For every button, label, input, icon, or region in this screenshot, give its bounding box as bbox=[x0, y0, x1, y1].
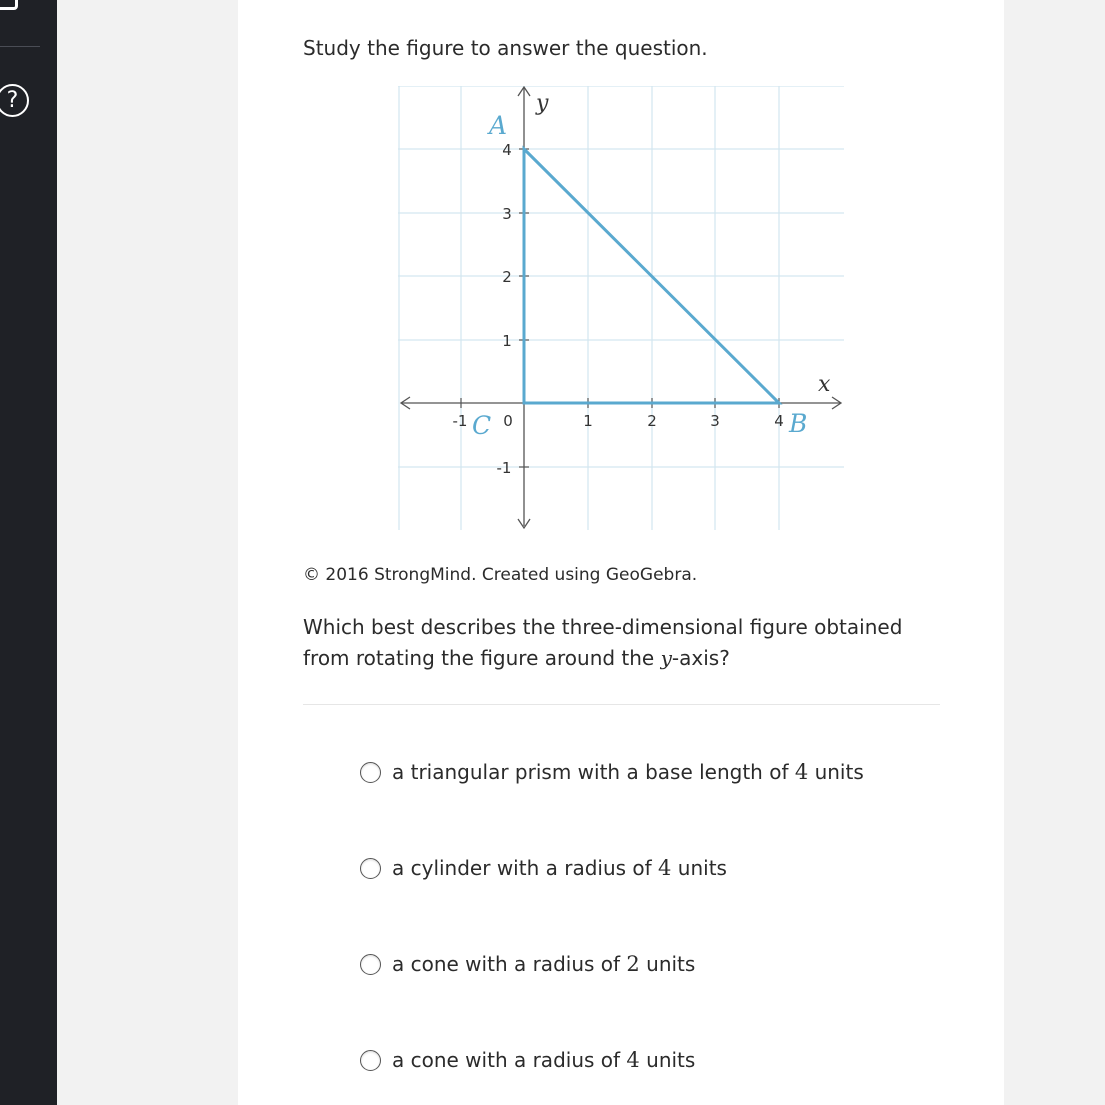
point-label-b: B bbox=[789, 409, 808, 438]
x-axis-label: x bbox=[818, 372, 831, 397]
sidebar-divider bbox=[0, 46, 40, 47]
y-tick-label: 2 bbox=[502, 268, 512, 286]
y-axis-label: y bbox=[536, 91, 549, 116]
x-tick-label: -1 bbox=[452, 412, 468, 430]
y-tick-label: 4 bbox=[502, 141, 512, 159]
x-tick-label: 3 bbox=[710, 412, 720, 430]
choice-label: a cylinder with a radius of 4 units bbox=[392, 856, 727, 880]
choice-label: a cone with a radius of 2 units bbox=[392, 952, 696, 976]
help-icon[interactable]: ? bbox=[0, 84, 29, 117]
divider bbox=[303, 704, 940, 705]
coordinate-figure bbox=[398, 86, 844, 532]
y-tick-label: 1 bbox=[502, 332, 512, 350]
right-gutter bbox=[1004, 0, 1105, 1105]
answer-choice-2[interactable] bbox=[360, 853, 727, 883]
question-variable: y bbox=[660, 646, 672, 670]
axes bbox=[401, 87, 841, 528]
y-tick-label: 3 bbox=[502, 205, 512, 223]
instructions-text: Study the figure to answer the question. bbox=[303, 36, 708, 60]
x-tick-label: 0 bbox=[503, 412, 513, 430]
x-tick-label: 4 bbox=[774, 412, 784, 430]
x-tick-label: 2 bbox=[647, 412, 657, 430]
answer-choice-3[interactable] bbox=[360, 949, 695, 979]
y-tick-label: -1 bbox=[496, 459, 512, 477]
question-panel bbox=[238, 0, 1004, 1105]
radio-button[interactable] bbox=[360, 858, 381, 879]
point-label-a: A bbox=[489, 111, 508, 140]
point-label-c: C bbox=[472, 411, 492, 440]
question-text: Which best describes the three-dimensional figure obtained from rotating the figure around the y-axis? bbox=[303, 615, 903, 670]
radio-button[interactable] bbox=[360, 1050, 381, 1071]
radio-button[interactable] bbox=[360, 762, 381, 783]
answer-choice-1[interactable] bbox=[360, 757, 864, 787]
grid bbox=[398, 86, 844, 530]
answer-choice-4[interactable] bbox=[360, 1045, 695, 1075]
figure-credit: © 2016 StrongMind. Created using GeoGebra. bbox=[303, 565, 698, 585]
sidebar bbox=[0, 0, 57, 1105]
radio-button[interactable] bbox=[360, 954, 381, 975]
choice-label: a cone with a radius of 4 units bbox=[392, 1048, 696, 1072]
menu-icon[interactable] bbox=[0, 0, 18, 10]
choice-label: a triangular prism with a base length of 4 units bbox=[392, 760, 864, 784]
x-tick-label: 1 bbox=[583, 412, 593, 430]
